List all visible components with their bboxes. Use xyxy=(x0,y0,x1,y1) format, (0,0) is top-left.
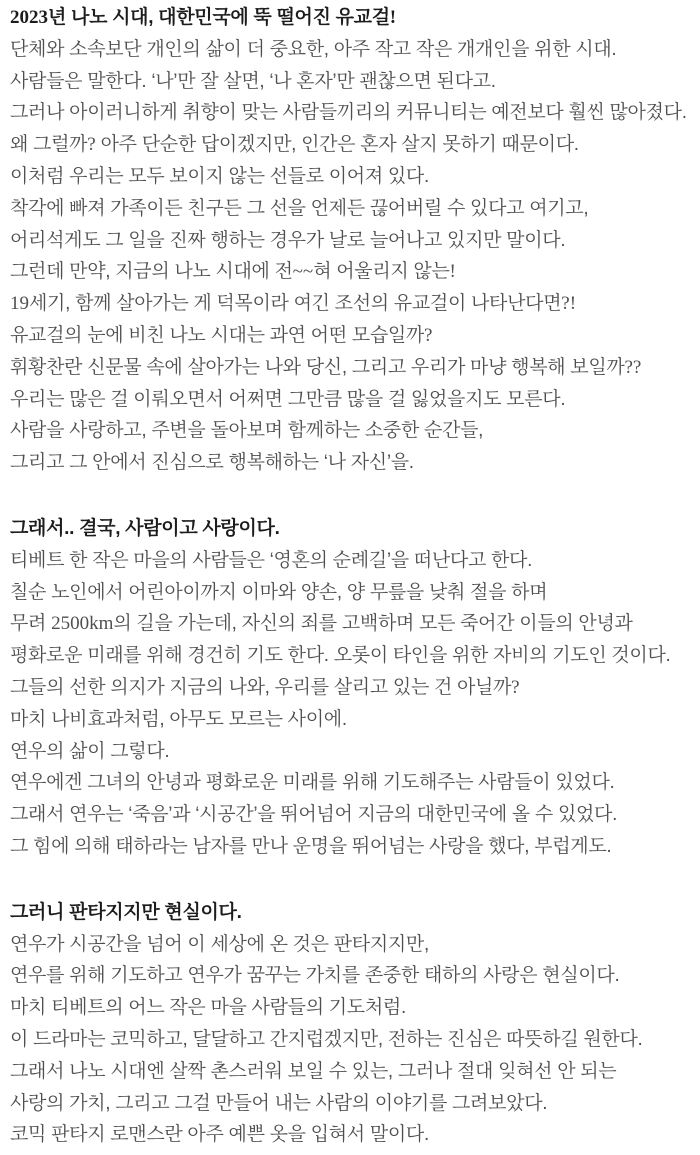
text-line: 어리석게도 그 일을 진짜 행하는 경우가 날로 늘어나고 있지만 말이다. xyxy=(10,229,566,251)
latin-serif-run: ? xyxy=(424,324,433,346)
text-line: 티베트 한 작은 마을의 사람들은 ‘영혼의 순례길’을 떠난다고 한다. xyxy=(10,549,533,571)
latin-serif-run: ? xyxy=(87,134,96,156)
latin-serif-run: ?? xyxy=(624,356,642,378)
latin-serif-run: ?! xyxy=(561,293,577,315)
synopsis-section-2 xyxy=(10,513,690,863)
text-line: 연우의 삶이 그렇다. xyxy=(10,740,170,762)
synopsis-section-3 xyxy=(10,897,690,1151)
text-line: 그런데 만약, 지금의 나노 시대에 전~~혀 어울리지 않는! xyxy=(10,261,456,283)
text-line: 우리는 많은 걸 이뤄오면서 어쩌면 그만큼 많을 걸 잃었을지도 모른다. xyxy=(10,388,566,410)
text-line: 이 드라마는 코믹하고, 달달하고 간지럽겠지만, 전하는 진심은 따뜻하길 원한다. xyxy=(10,1028,643,1050)
text-line: 마치 티베트의 어느 작은 마을 사람들의 기도처럼. xyxy=(10,997,406,1019)
text-line: 휘황찬란 신문물 속에 살아가는 나와 당신, 그리고 우리가 마냥 행복해 보일까?? xyxy=(10,356,642,378)
text-line: 연우에겐 그녀의 안녕과 평화로운 미래를 위해 기도해주는 사람들이 있었다. xyxy=(10,772,615,794)
text-line: 그들의 선한 의지가 지금의 나와, 우리를 살리고 있는 건 아닐까? xyxy=(10,676,520,698)
text-line: 그러나 아이러니하게 취향이 맞는 사람들끼리의 커뮤니티는 예전보다 훨씬 많아졌다. xyxy=(10,102,687,124)
latin-serif-run: ! xyxy=(449,261,456,283)
latin-serif-run: 2023 xyxy=(10,7,48,28)
section-heading: 그러니 판타지지만 현실이다. xyxy=(10,901,242,923)
section-heading: 그래서.. 결국, 사람이고 사랑이다. xyxy=(10,517,280,539)
text-line: 연우가 시공간을 넘어 이 세상에 온 것은 판타지지만, xyxy=(10,933,429,955)
text-line: 유교걸의 눈에 비친 나노 시대는 과연 어떤 모습일까? xyxy=(10,324,433,346)
latin-serif-run: ! xyxy=(389,7,397,28)
section-heading: 2023년 나노 시대, 대한민국에 뚝 떨어진 유교걸! xyxy=(10,7,397,28)
text-line: 사람을 사랑하고, 주변을 돌아보며 함께하는 소중한 순간들, xyxy=(10,420,484,442)
text-line: 19세기, 함께 살아가는 게 덕목이라 여긴 조선의 유교걸이 나타난다면?! xyxy=(10,293,577,315)
text-line: 그래서 나노 시대엔 살짝 촌스러워 보일 수 있는, 그러나 절대 잊혀선 안 되는 xyxy=(10,1060,617,1082)
text-line: 단체와 소속보단 개인의 삶이 더 중요한, 아주 작고 작은 개개인을 위한 시대. xyxy=(10,38,617,60)
text-line: 왜 그럴까? 아주 단순한 답이겠지만, 인간은 혼자 살지 못하기 때문이다. xyxy=(10,134,579,156)
text-line: 무려 2500km의 길을 가는데, 자신의 죄를 고백하며 모든 죽어간 이들의 안녕과 xyxy=(10,613,633,635)
text-line: 마치 나비효과처럼, 아무도 모르는 사이에. xyxy=(10,708,347,730)
text-line: 연우를 위해 기도하고 연우가 꿈꾸는 가치를 존중한 태하의 사랑은 현실이다. xyxy=(10,965,620,987)
text-line: 칠순 노인에서 어린아이까지 이마와 양손, 양 무릎을 낮춰 절을 하며 xyxy=(10,581,548,603)
text-line: 코믹 판타지 로맨스란 아주 예쁜 옷을 입혀서 말이다. xyxy=(10,1124,429,1146)
text-line: 이처럼 우리는 모두 보이지 않는 선들로 이어져 있다. xyxy=(10,165,429,187)
text-line: 사랑의 가치, 그리고 그걸 만들어 내는 사람의 이야기를 그려보았다. xyxy=(10,1092,548,1114)
latin-serif-run: ~~ xyxy=(292,261,314,283)
latin-serif-run: 2500km xyxy=(51,613,114,635)
text-line: 평화로운 미래를 위해 경건히 기도 한다. 오롯이 타인을 위한 자비의 기도인 것이다. xyxy=(10,645,671,667)
text-line: 사람들은 말한다. ‘나’만 잘 살면, ‘나 혼자’만 괜찮으면 된다고. xyxy=(10,70,496,92)
text-line: 그 힘에 의해 태하라는 남자를 만나 운명을 뛰어넘는 사랑을 했다, 부럽게도. xyxy=(10,835,612,857)
latin-serif-run: 19 xyxy=(10,293,29,315)
text-line: 착각에 빠져 가족이든 친구든 그 선을 언제든 끊어버릴 수 있다고 여기고, xyxy=(10,197,589,219)
latin-serif-run: ? xyxy=(511,676,520,698)
text-line: 그래서 연우는 ‘죽음’과 ‘시공간’을 뛰어넘어 지금의 대한민국에 올 수 있었다. xyxy=(10,804,618,826)
synopsis-section-1 xyxy=(10,2,690,479)
text-line: 그리고 그 안에서 진심으로 행복해하는 ‘나 자신’을. xyxy=(10,452,414,474)
